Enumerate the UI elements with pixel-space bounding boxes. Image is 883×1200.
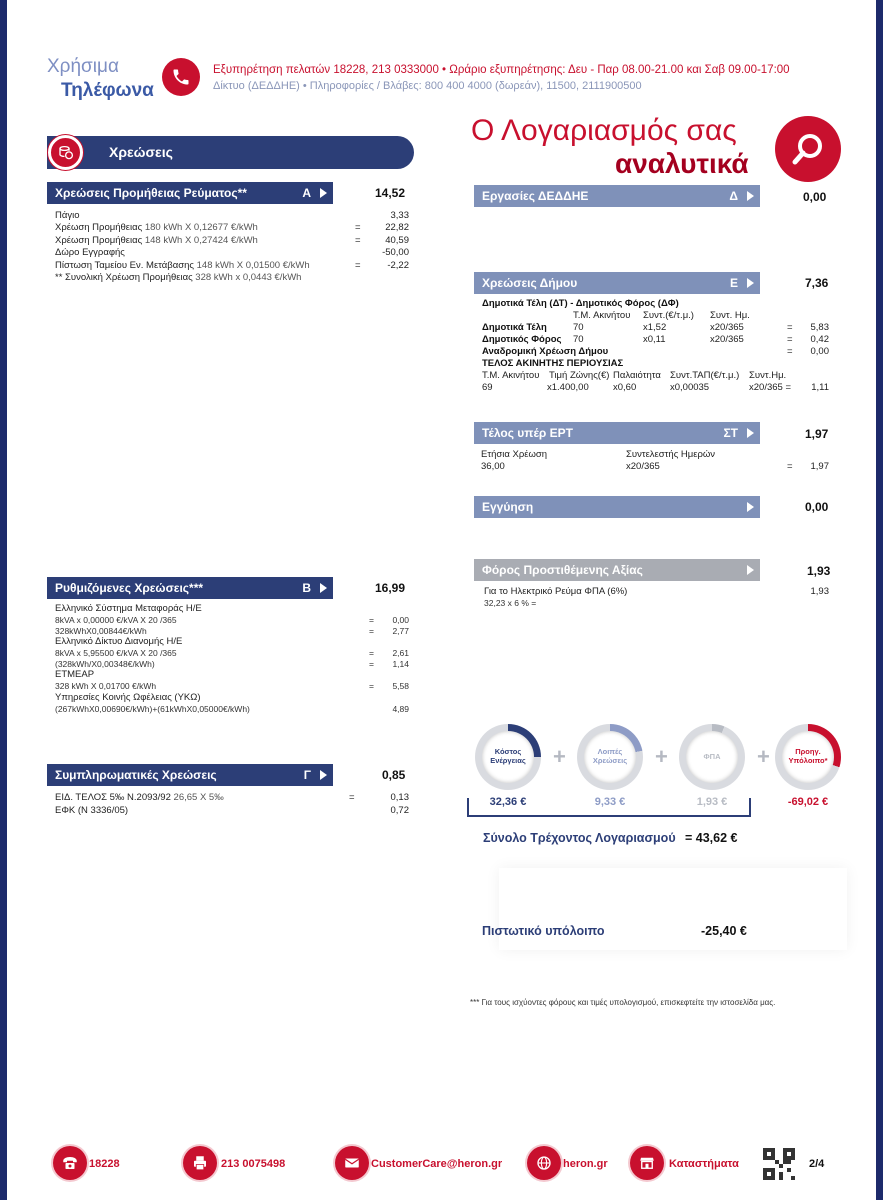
regulated-charge-row [55, 704, 409, 715]
regulated-charge-row [55, 669, 409, 681]
summary-value: 32,36 € [489, 796, 527, 808]
supply-charges-label: Χρεώσεις Προμήθειας Ρεύματος** [55, 186, 247, 200]
ert-days-header: Συντελεστής Ημερών [626, 449, 716, 460]
regulated-charge-desc: (267kWhX0,00690€/kWh)+(61kWhX0,05000€/kWh) [55, 703, 250, 714]
efk-row: ΕΦΚ (Ν 3336/05) [55, 805, 129, 816]
page-number: 2/4 [809, 1158, 825, 1170]
deposit-bar[interactable] [474, 496, 760, 518]
property-tax-heading: ΤΕΛΟΣ ΑΚΙΝΗΤΗΣ ΠΕΡΙΟΥΣΙΑΣ [482, 358, 624, 369]
supply-charges-total: 14,52 [375, 186, 406, 200]
summary-donut-label: Προηγ. Υπόλοιπο* [782, 731, 834, 783]
regulated-charge-desc: 328 kWh X 0,01700 €/kWh [55, 681, 157, 692]
globe-icon[interactable] [527, 1146, 561, 1180]
current-bill-total-label: Σύνολο Τρέχοντος Λογαριασμού [483, 831, 676, 845]
retroactive-charge-eq: = [787, 346, 793, 357]
ert-fee-label: Τέλος υπέρ ΕΡΤ [482, 426, 573, 440]
summary-donut-label: Λοιπές Χρεώσεις [584, 731, 636, 783]
municipal-charges-total: 7,36 [805, 276, 829, 290]
ert-annual-header: Ετήσια Χρέωση [481, 449, 548, 460]
credit-balance-label: Πιστωτικό υπόλοιπο [482, 924, 605, 938]
regulated-charge-row [55, 659, 409, 670]
charges-section-header [47, 136, 414, 169]
charges-section-title: Χρεώσεις [109, 144, 173, 160]
regulated-charge-desc: (328kWh/X0,00348€/kWh) [55, 658, 155, 669]
supply-charge-value: -50,00 [382, 247, 409, 259]
supply-charge-row [55, 222, 409, 234]
chevron-right-icon [747, 428, 754, 438]
ert-fee-bar[interactable] [474, 422, 760, 444]
regulated-charge-row [55, 692, 409, 704]
supply-charge-title: Πάγιο [55, 210, 80, 221]
regulated-charge-value: 0,00 [392, 615, 409, 625]
supply-charges-rows [55, 210, 409, 284]
regulated-charge-value: 2,77 [392, 625, 409, 636]
municipal-col-days: Συντ. Ημ. [710, 310, 750, 321]
property-tax-col-tm: Τ.Μ. Ακινήτου [482, 370, 540, 381]
supply-charge-eq: = [355, 222, 361, 234]
regulated-charge-value: 5,58 [392, 681, 409, 692]
regulated-charge-eq: = [369, 658, 374, 669]
supply-charge-value: 3,33 [390, 210, 409, 221]
summary-donut [577, 724, 643, 790]
regulated-charge-value: 1,14 [392, 658, 409, 669]
customer-service-line: Εξυπηρέτηση πελατών 18228, 213 0333000 • Ωράριο εξυπηρέτησης: Δευ - Παρ 08.00-21.00 και Σαβ 09.00-17:00 [213, 64, 790, 76]
main-title-line-1: Ο Λογαριασμός σας [471, 114, 737, 147]
supply-charge-value: 22,82 [385, 222, 409, 234]
supply-charge-value: -2,22 [387, 259, 409, 271]
supply-charge-row [55, 247, 409, 259]
municipal-tax-coef: x0,11 [643, 334, 666, 345]
municipal-charges-bar[interactable] [474, 272, 760, 294]
municipal-col-coef: Συντ.(€/τ.μ.) [643, 310, 694, 321]
supply-charge-detail: 148 kWh X 0,27424 €/kWh [142, 234, 258, 246]
footer-stores[interactable]: Καταστήματα [669, 1158, 739, 1170]
municipal-fees-days: x20/365 [710, 322, 744, 333]
regulated-charge-row [55, 648, 409, 659]
property-tax-coef: x0,00035 [670, 382, 710, 393]
vat-total: 1,93 [807, 564, 831, 578]
property-tax-zone: x1.400,00 [547, 382, 589, 393]
credit-balance-value: -25,40 € [701, 924, 747, 938]
municipal-charges-letter: Ε [729, 276, 738, 290]
municipal-tax-eq: = [787, 334, 793, 345]
ert-fee-letter: ΣΤ [723, 426, 738, 440]
summary-value: 9,33 € [594, 796, 626, 808]
property-tax-col-days: Συντ.Ημ. [749, 370, 787, 381]
supply-charge-title: Πίστωση Ταμείου Εν. Μετάβασης [55, 259, 194, 271]
supplementary-charges-label: Συμπληρωματικές Χρεώσεις [55, 768, 217, 782]
regulated-charge-row [55, 615, 409, 626]
regulated-charge-row [55, 636, 409, 648]
regulated-charge-desc: Ελληνικό Σύστημα Μεταφοράς Η/Ε [55, 603, 202, 614]
store-icon[interactable] [630, 1146, 664, 1180]
regulated-charges-bar[interactable] [47, 577, 333, 599]
supply-charge-desc [55, 272, 301, 283]
municipal-fees-label: Δημοτικά Τέλη [482, 322, 547, 333]
search-icon [775, 116, 841, 182]
supply-charge-eq: = [355, 234, 361, 246]
ert-annual-value: 36,00 [481, 461, 505, 472]
regulated-charge-row [55, 626, 409, 637]
ert-fee-total: 1,97 [805, 427, 829, 441]
fax-icon[interactable] [183, 1146, 217, 1180]
supply-charge-title: Χρέωση Προμήθειας [55, 234, 143, 246]
ert-eq: = [787, 461, 793, 472]
municipal-fees-eq: = [787, 322, 793, 333]
supply-charges-bar[interactable] [47, 182, 333, 204]
current-bill-total-value: = 43,62 € [685, 831, 738, 845]
supply-charge-desc [55, 235, 258, 246]
municipal-fees-tm: 70 [573, 322, 584, 333]
regulated-charge-eq: = [369, 648, 374, 659]
regulated-charge-desc: 8kVA x 0,00000 €/kVA X 20 /365 [55, 615, 177, 625]
supply-charge-title: Δώρο Εγγραφής [55, 247, 125, 259]
regulated-charge-eq: = [369, 681, 374, 692]
summary-donut [475, 724, 541, 790]
summary-value: -69,02 € [787, 796, 829, 808]
property-tax-col-age: Παλαιότητα [613, 370, 661, 381]
supply-charge-detail: 328 kWh x 0,0443 €/kWh [192, 271, 302, 283]
regulated-charge-desc: 8kVA x 5,95500 €/kVA X 20 /365 [55, 648, 177, 659]
supply-charge-eq: = [355, 259, 361, 271]
envelope-icon[interactable] [335, 1146, 369, 1180]
regulated-charges-rows [55, 603, 409, 715]
regulated-charge-desc: Ελληνικό Δίκτυο Διανομής Η/Ε [55, 636, 183, 648]
supplementary-charges-bar[interactable] [47, 764, 333, 786]
municipal-tax-value: 0,42 [810, 334, 829, 345]
chevron-right-icon [747, 191, 754, 201]
chevron-right-icon [747, 278, 754, 288]
chevron-right-icon [747, 502, 754, 512]
regulated-charge-row [55, 603, 409, 615]
supplementary-charges-total: 0,85 [382, 768, 406, 782]
municipal-tax-label: Δημοτικός Φόρος [482, 334, 562, 345]
bill-page [7, 0, 876, 1200]
main-title-line-2: αναλυτικά [615, 148, 749, 179]
special-fee-row: ΕΙΔ. ΤΕΛΟΣ 5‰ Ν.2093/92 26,65 X 5‰ [55, 792, 224, 803]
network-info-line: Δίκτυο (ΔΕΔΔΗΕ) • Πληροφορίες / Βλάβες: 800 400 4000 (δωρεάν), 11500, 2111900500 [213, 80, 642, 92]
ert-days-value: x20/365 [626, 461, 660, 472]
supply-charge-row [55, 235, 409, 247]
footer-phone[interactable]: 18228 [89, 1158, 120, 1170]
chevron-right-icon [320, 770, 327, 780]
municipal-tax-days: x20/365 [710, 334, 744, 345]
deddie-works-letter: Δ [729, 189, 738, 203]
supply-charge-desc [55, 210, 80, 221]
retroactive-charge-value: 0,00 [810, 346, 829, 357]
deddie-works-total: 0,00 [803, 190, 827, 204]
municipal-tax-tm: 70 [573, 334, 584, 345]
property-tax-col-coef: Συντ.ΤΑΠ(€/τ.μ.) [670, 370, 740, 381]
footer-email[interactable]: CustomerCare@heron.gr [371, 1158, 503, 1170]
supplementary-charges-letter: Γ [303, 768, 311, 782]
regulated-charge-desc: Υπηρεσίες Κοινής Ωφέλειας (ΥΚΩ) [55, 691, 201, 703]
supply-charge-desc [55, 260, 310, 271]
coins-icon [48, 135, 83, 170]
supply-charge-desc [55, 222, 258, 233]
supply-charge-row [55, 272, 409, 284]
plus-icon: + [757, 744, 770, 769]
municipal-charges-label: Χρεώσεις Δήμου [482, 276, 578, 290]
chevron-right-icon [320, 583, 327, 593]
summary-donut [679, 724, 745, 790]
supply-charge-title: ** Συνολική Χρέωση Προμήθειας [55, 271, 193, 283]
regulated-charge-value: 2,61 [392, 648, 409, 659]
vat-label: Φόρος Προστιθέμενης Αξίας [482, 563, 643, 577]
useful-phones-title-2: Τηλέφωνα [61, 80, 154, 101]
phone-footer-icon[interactable] [53, 1146, 87, 1180]
regulated-charges-label: Ρυθμιζόμενες Χρεώσεις*** [55, 581, 204, 595]
vat-calc-row: 32,23 x 6 % = [484, 598, 537, 608]
chevron-right-icon [747, 565, 754, 575]
useful-phones-title-1: Χρήσιμα [47, 56, 119, 77]
summary-bracket [467, 796, 757, 818]
regulated-charges-letter: Β [302, 581, 311, 595]
supply-charge-desc [55, 247, 125, 258]
deddie-works-label: Εργασίες ΔΕΔΔΗΕ [482, 189, 589, 203]
footnote: *** Για τους ισχύοντες φόρους και τιμές υπολογισμού, επισκεφτείτε την ιστοσελίδα μας. [470, 998, 776, 1007]
summary-donut-label: ΦΠΑ [686, 731, 738, 783]
municipal-col-tm: Τ.Μ. Ακινήτου [573, 310, 631, 321]
deddie-works-bar[interactable] [474, 185, 760, 207]
municipal-fees-value: 5,83 [810, 322, 829, 333]
retroactive-charge-label: Αναδρομική Χρέωση Δήμου [482, 346, 609, 357]
chevron-right-icon [320, 188, 327, 198]
property-tax-col-zone: Τιμή Ζώνης(€) [549, 370, 610, 381]
regulated-charge-eq: = [369, 625, 374, 636]
footer-website[interactable]: heron.gr [563, 1158, 608, 1170]
plus-icon: + [553, 744, 566, 769]
regulated-charge-row [55, 681, 409, 692]
special-fee-eq: = [349, 792, 355, 803]
property-tax-age: x0,60 [613, 382, 637, 393]
special-fee-value: 0,13 [390, 792, 409, 803]
municipal-fees-coef: x1,52 [643, 322, 667, 333]
property-tax-value: 1,11 [811, 382, 829, 393]
plus-icon: + [655, 744, 668, 769]
regulated-charge-value: 4,89 [392, 703, 409, 714]
summary-donut-label: Κόστος Ενέργειας [482, 731, 534, 783]
property-tax-days: x20/365 = [749, 382, 791, 393]
supply-charge-row [55, 260, 409, 272]
municipal-heading: Δημοτικά Τέλη (ΔΤ) - Δημοτικός Φόρος (ΔΦ) [482, 298, 679, 309]
regulated-charge-desc: ΕΤΜΕΑΡ [55, 669, 95, 681]
qr-code-icon[interactable] [763, 1148, 795, 1180]
regulated-charge-eq: = [369, 615, 374, 625]
regulated-charge-desc: 328kWhX0,00844€/kWh [55, 625, 147, 636]
deposit-label: Εγγύηση [482, 500, 534, 514]
vat-electricity-row: Για το Ηλεκτρικό Ρεύμα ΦΠΑ (6%) [484, 586, 628, 597]
footer-fax[interactable]: 213 0075498 [221, 1158, 286, 1170]
vat-electricity-value: 1,93 [810, 586, 829, 597]
property-tax-tm: 69 [482, 382, 493, 393]
supply-charge-detail: 148 kWh X 0,01500 €/kWh [193, 259, 310, 271]
efk-value: 0,72 [390, 805, 409, 816]
deposit-total: 0,00 [805, 500, 829, 514]
supply-charge-detail: 180 kWh X 0,12677 €/kWh [142, 222, 258, 234]
vat-bar[interactable] [474, 559, 760, 581]
ert-value: 1,97 [810, 461, 829, 472]
summary-donut [775, 724, 841, 790]
summary-value: 1,93 € [696, 796, 728, 808]
supply-charge-title: Χρέωση Προμήθειας [55, 222, 143, 234]
phone-icon [162, 58, 200, 96]
supply-charges-letter: Α [302, 186, 311, 200]
supply-charge-row [55, 210, 409, 222]
regulated-charges-total: 16,99 [375, 581, 406, 595]
supply-charge-value: 40,59 [385, 234, 409, 246]
